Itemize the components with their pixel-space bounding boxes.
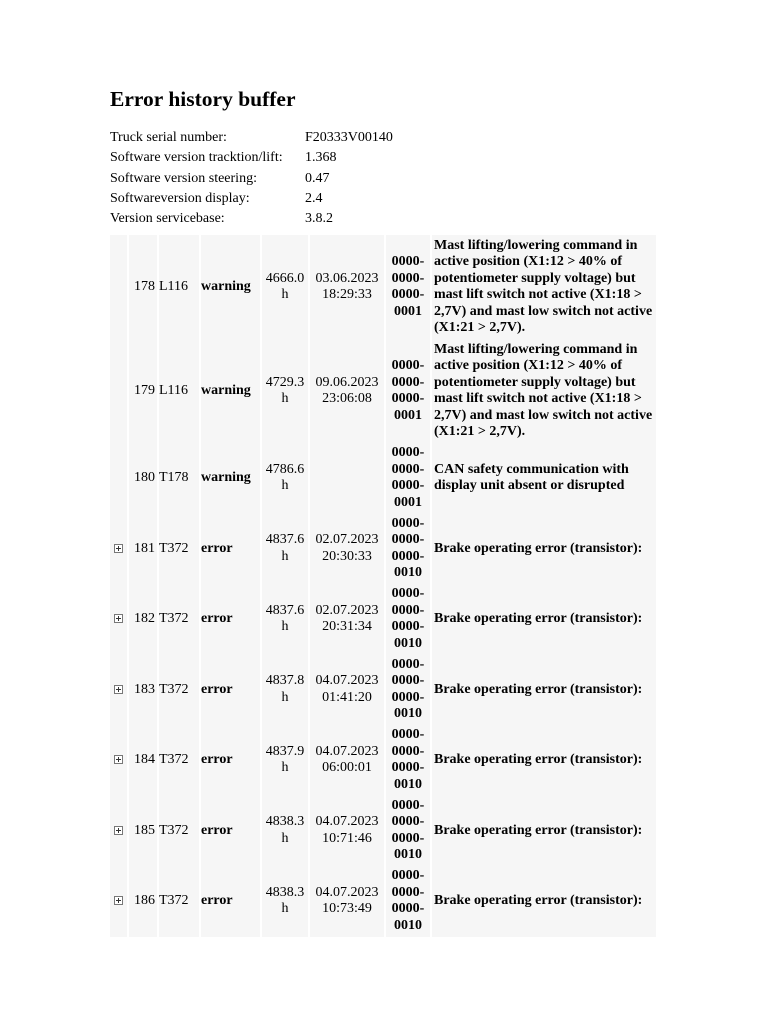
- error-code: T178: [159, 443, 199, 514]
- timestamp-line: 01:41:20: [322, 689, 372, 705]
- status-bits-line: 0000-: [391, 461, 425, 477]
- document: [110, 86, 660, 229]
- operating-hours: [262, 339, 308, 443]
- expand-cell[interactable]: [110, 514, 127, 585]
- error-description: Brake operating error (transistor):: [432, 655, 656, 726]
- operating-hours-line: h: [281, 760, 289, 776]
- info-value: F20333V00140: [305, 130, 393, 145]
- status-bits-line: 0001: [394, 407, 422, 423]
- operating-hours: [262, 443, 308, 514]
- info-row: [110, 128, 660, 148]
- table-row: [110, 725, 656, 796]
- info-row: [110, 209, 660, 229]
- expand-plus-icon[interactable]: [114, 614, 123, 623]
- error-code: T372: [159, 514, 199, 585]
- operating-hours-line: 4786.6: [265, 461, 305, 477]
- timestamp: [310, 235, 384, 339]
- info-label: Truck serial number:: [110, 130, 227, 145]
- operating-hours: [262, 514, 308, 585]
- operating-hours-line: h: [281, 478, 289, 494]
- error-description: Brake operating error (transistor):: [432, 866, 656, 937]
- expand-plus-icon[interactable]: [114, 896, 123, 905]
- error-code: L116: [159, 235, 199, 339]
- error-type: error: [201, 796, 260, 867]
- error-type: error: [201, 584, 260, 655]
- operating-hours: [262, 725, 308, 796]
- error-table: [108, 235, 658, 937]
- timestamp-line: 10:73:49: [322, 901, 372, 917]
- status-bits-line: 0010: [394, 635, 422, 651]
- status-bits-line: 0000-: [391, 743, 425, 759]
- status-bits-line: 0000-: [391, 586, 425, 602]
- info-value: 3.8.2: [305, 211, 333, 227]
- operating-hours-line: h: [281, 830, 289, 846]
- status-bits-line: 0000-: [391, 884, 425, 900]
- status-bits-line: 0001: [394, 303, 422, 319]
- info-value: 1.368: [305, 150, 337, 166]
- timestamp: [310, 514, 384, 585]
- operating-hours-line: 4837.9: [265, 743, 305, 759]
- operating-hours-line: h: [281, 548, 289, 564]
- error-description: Brake operating error (transistor):: [432, 796, 656, 867]
- expand-cell: [110, 339, 127, 443]
- timestamp-line: 23:06:08: [322, 391, 372, 406]
- expand-plus-icon[interactable]: [114, 755, 123, 764]
- timestamp-line: 10:71:46: [322, 830, 372, 846]
- error-description: Mast lifting/lowering command in active position (X1:12 > 40% of potentiometer supply voltage) but mast lift switch not active (X1:18 > 2,7V) and mast low switch not active (X1:21 > 2,7V).: [432, 339, 656, 443]
- status-bits-line: 0000-: [391, 548, 425, 564]
- timestamp: [310, 866, 384, 937]
- status-bits: [386, 235, 430, 339]
- status-bits-line: 0000-: [391, 287, 425, 302]
- error-code: T372: [159, 725, 199, 796]
- status-bits-line: 0000-: [391, 689, 425, 705]
- status-bits-line: 0000-: [391, 619, 425, 635]
- error-type: error: [201, 655, 260, 726]
- status-bits: [386, 339, 430, 443]
- status-bits: [386, 514, 430, 585]
- entry-number: 181: [129, 514, 157, 585]
- timestamp: [310, 584, 384, 655]
- expand-plus-icon[interactable]: [114, 544, 123, 553]
- status-bits: [386, 866, 430, 937]
- operating-hours-line: 4837.8: [265, 673, 305, 689]
- expand-cell: [110, 235, 127, 339]
- timestamp-line: 09.06.2023: [315, 374, 379, 390]
- status-bits: [386, 796, 430, 867]
- status-bits-line: 0010: [394, 847, 422, 863]
- operating-hours: [262, 866, 308, 937]
- status-bits-line: 0000-: [391, 797, 425, 813]
- expand-cell[interactable]: [110, 725, 127, 796]
- timestamp-line: 02.07.2023: [315, 602, 379, 618]
- status-bits-line: 0000-: [391, 254, 425, 269]
- status-bits: [386, 443, 430, 514]
- expand-cell[interactable]: [110, 796, 127, 867]
- timestamp-line: 02.07.2023: [315, 532, 379, 548]
- status-bits-line: 0000-: [391, 814, 425, 830]
- error-type: warning: [201, 443, 260, 514]
- entry-number: 183: [129, 655, 157, 726]
- status-bits-line: 0000-: [391, 760, 425, 776]
- table-row: [110, 655, 656, 726]
- operating-hours: [262, 655, 308, 726]
- timestamp-line: 04.07.2023: [315, 743, 379, 759]
- operating-hours-line: 4838.3: [265, 814, 305, 830]
- status-bits-line: 0000-: [391, 478, 425, 494]
- truck-info: [110, 128, 660, 229]
- error-description: CAN safety communication with display unit absent or disrupted: [432, 443, 656, 514]
- error-description: Brake operating error (transistor):: [432, 514, 656, 585]
- status-bits-line: 0000-: [391, 656, 425, 672]
- status-bits-line: 0000-: [391, 391, 425, 406]
- info-label: Version servicebase:: [110, 211, 225, 227]
- timestamp-line: 04.07.2023: [315, 884, 379, 900]
- error-code: T372: [159, 866, 199, 937]
- status-bits-line: 0000-: [391, 374, 425, 390]
- info-value: 0.47: [305, 170, 330, 186]
- timestamp-line: 03.06.2023: [315, 270, 379, 286]
- table-row: [110, 584, 656, 655]
- error-code: T372: [159, 584, 199, 655]
- expand-cell: [110, 443, 127, 514]
- timestamp-line: 04.07.2023: [315, 673, 379, 689]
- operating-hours-line: 4729.3: [265, 374, 305, 390]
- entry-number: 179: [129, 339, 157, 443]
- table-row: [110, 339, 656, 443]
- timestamp-line: 06:00:01: [322, 760, 372, 776]
- error-code: L116: [159, 339, 199, 443]
- status-bits-line: 0000-: [391, 602, 425, 618]
- timestamp: [310, 339, 384, 443]
- table-row: [110, 443, 656, 514]
- status-bits-line: 0000-: [391, 270, 425, 286]
- status-bits-line: 0010: [394, 776, 422, 792]
- info-row: [110, 169, 660, 189]
- error-type: error: [201, 725, 260, 796]
- info-label: Software version steering:: [110, 170, 257, 186]
- info-row: [110, 148, 660, 168]
- entry-number: 182: [129, 584, 157, 655]
- entry-number: 185: [129, 796, 157, 867]
- operating-hours-line: h: [281, 391, 289, 406]
- operating-hours-line: 4666.0: [265, 270, 305, 286]
- entry-number: 180: [129, 443, 157, 514]
- error-type: error: [201, 514, 260, 585]
- error-description: Brake operating error (transistor):: [432, 584, 656, 655]
- timestamp-line: 18:29:33: [322, 287, 372, 302]
- table-row: [110, 235, 656, 339]
- status-bits-line: 0000-: [391, 358, 425, 373]
- status-bits-line: 0000-: [391, 901, 425, 917]
- error-description: Brake operating error (transistor):: [432, 725, 656, 796]
- expand-plus-icon[interactable]: [114, 826, 123, 835]
- timestamp: [310, 725, 384, 796]
- table-row: [110, 514, 656, 585]
- status-bits-line: 0000-: [391, 673, 425, 689]
- info-row: [110, 189, 660, 209]
- entry-number: 178: [129, 235, 157, 339]
- expand-cell[interactable]: [110, 866, 127, 937]
- status-bits: [386, 725, 430, 796]
- operating-hours-line: 4837.6: [265, 532, 305, 548]
- status-bits-line: 0010: [394, 565, 422, 581]
- table-row: [110, 796, 656, 867]
- timestamp: [310, 443, 384, 514]
- timestamp: [310, 655, 384, 726]
- status-bits: [386, 584, 430, 655]
- status-bits: [386, 655, 430, 726]
- operating-hours-line: h: [281, 689, 289, 705]
- error-description: Mast lifting/lowering command in active position (X1:12 > 40% of potentiometer supply voltage) but mast lift switch not active (X1:18 > 2,7V) and mast low switch not active (X1:21 > 2,7V).: [432, 235, 656, 339]
- error-type: warning: [201, 339, 260, 443]
- operating-hours-line: h: [281, 287, 289, 302]
- status-bits-line: 0000-: [391, 727, 425, 743]
- operating-hours: [262, 796, 308, 867]
- entry-number: 184: [129, 725, 157, 796]
- info-label: Softwareversion display:: [110, 190, 250, 206]
- status-bits-line: 0010: [394, 706, 422, 722]
- expand-cell[interactable]: [110, 584, 127, 655]
- expand-plus-icon[interactable]: [114, 685, 123, 694]
- timestamp-line: 04.07.2023: [315, 814, 379, 830]
- error-code: T372: [159, 796, 199, 867]
- operating-hours-line: 4838.3: [265, 884, 305, 900]
- status-bits-line: 0010: [394, 917, 422, 933]
- operating-hours-line: h: [281, 901, 289, 917]
- table-row: [110, 866, 656, 937]
- timestamp: [310, 796, 384, 867]
- entry-number: 186: [129, 866, 157, 937]
- info-value: 2.4: [305, 190, 323, 206]
- status-bits-line: 0000-: [391, 515, 425, 531]
- status-bits-line: 0000-: [391, 445, 425, 461]
- status-bits-line: 0000-: [391, 532, 425, 548]
- status-bits-line: 0000-: [391, 868, 425, 884]
- error-type: warning: [201, 235, 260, 339]
- page-title: Error history buffer: [110, 87, 296, 111]
- operating-hours-line: h: [281, 619, 289, 635]
- info-label: Software version tracktion/lift:: [110, 150, 283, 166]
- status-bits-line: 0000-: [391, 830, 425, 846]
- operating-hours: [262, 235, 308, 339]
- error-type: error: [201, 866, 260, 937]
- status-bits-line: 0001: [394, 494, 422, 510]
- operating-hours: [262, 584, 308, 655]
- timestamp-line: 20:31:34: [322, 619, 372, 635]
- error-code: T372: [159, 655, 199, 726]
- expand-cell[interactable]: [110, 655, 127, 726]
- timestamp-line: 20:30:33: [322, 548, 372, 564]
- operating-hours-line: 4837.6: [265, 602, 305, 618]
